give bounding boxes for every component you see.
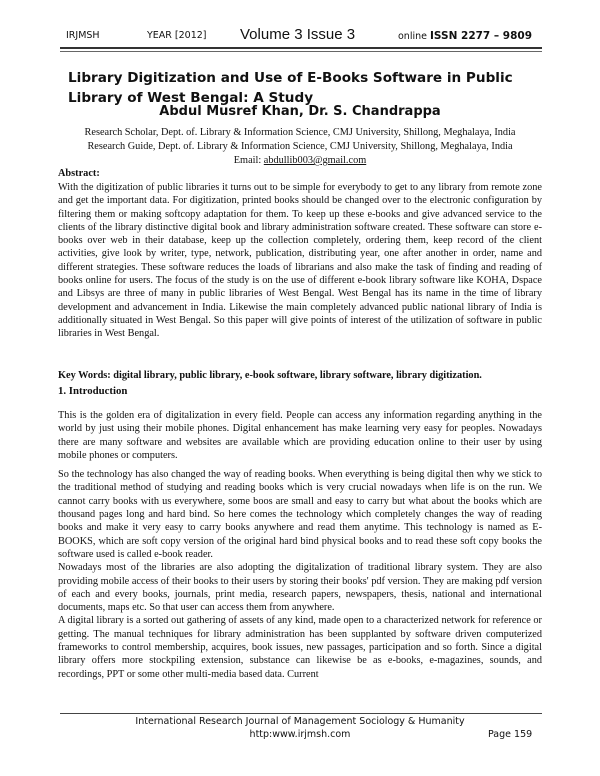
- footer-url[interactable]: http:www.irjmsh.com: [249, 729, 351, 740]
- header-issn: [398, 30, 532, 42]
- intro-paragraph: So the technology has also changed the way of reading books. When everything is being digital then why we stick to the traditional method of studying and reading books which is very crucial nowadays when life is on the run. We cannot carry books with us everywhere, some boos are small and easy to carry but what about the books which are thousand pages long and hard bind. So here comes the technology which completely changes the way of reading books and make it very easy to carry books anywhere and read them anytime. This technology is named as E-BOOKS, which are soft copy version of the original hard bind physical books and to read these soft copy books the software used is called e-book reader.: [58, 469, 542, 560]
- page-number: Page 159: [488, 729, 533, 740]
- footer-journal-name: International Research Journal of Management Sociology & Humanity: [135, 716, 465, 727]
- email-line: [0, 154, 600, 167]
- header-issn-number: ISSN 2277 – 9809: [430, 30, 533, 42]
- affiliation-1: Research Scholar, Dept. of. Library & Information Science, CMJ University, Shillong, Meghalaya, India: [84, 127, 516, 138]
- header-volume-issue: Volume 3 Issue 3: [240, 26, 356, 43]
- intro-paragraph: This is the golden era of digitalization in every field. People can access any information regarding anything in the world by just using their mobile phones. Digital enhancement has make learning very easy for peoples. Nowadays there are many software and websites are available which are providing education online to their user by using mobile phones or computers.: [58, 410, 542, 461]
- intro-paragraph: Nowadays most of the libraries are also adopting the digitalization of traditional library system. They are also providing mobile access of their books to their users by storing their books' pdf version. They are making pdf version of each and every books, journals, print media, research papers, newspapers, thesis, national and international documents, maps etc. So that user can access them from anywhere.: [58, 562, 542, 614]
- intro-paragraph: A digital library is a sorted out gathering of assets of any kind, made open to a characterized network for reference or getting. The manual techniques for library administration has been supplanted by software driven computerized frameworks to control membership, acquires, book issues, new passages, participation and so forth. Since a digital library offers more stockpiling extension, substance can likewise be as e-books, e-magazines, sounds, and recordings, PPT or some other multi-media based data. Current: [58, 615, 542, 680]
- email-link[interactable]: abdullib003@gmail.com: [263, 155, 367, 166]
- header-year: YEAR [2012]: [147, 30, 207, 41]
- section-heading-introduction: 1. Introduction: [58, 385, 128, 397]
- abstract-label: Abstract:: [58, 168, 100, 179]
- abstract-body: [58, 181, 542, 341]
- header-journal-abbrev: IRJMSH: [66, 30, 100, 41]
- affiliation-2: Research Guide, Dept. of. Library & Information Science, CMJ University, Shillong, Meghalaya, India: [87, 141, 513, 152]
- paper-authors: Abdul Musref Khan, Dr. S. Chandrappa: [159, 104, 441, 119]
- paper-title: Library Digitization and Use of E-Books Software in Public Library of West Bengal: A Study: [68, 70, 513, 106]
- header-rule-thin: [60, 51, 542, 52]
- email-label: Email:: [233, 155, 262, 166]
- keywords: Key Words: digital library, public library, e-book software, library software, library digitization.: [58, 370, 482, 381]
- footer-rule: [60, 713, 542, 714]
- header-rule-thick: [60, 47, 542, 49]
- abstract-text: With the digitization of public libraries it turns out to be simple for everybody to get to any library from remote zone and get the important data. For digitization, printed books should be changed over to the electronic configuration by filtering them or making softcopy adaptation for them. To keep up these e-books and give advanced service to the clients of the library distinctive digital book and library administration software created. These software can store e-books over web in their database, keep up the collection completely, ordering them, keep record of the client activities, give look by writer, type, network, publication, distributing year, one after another in order, name and different strategies. These software reduces the loads of librarians and also make the task of finding and reading of books online for users. The focus of the study is on the use of different e-book library software like KOHA, Dspace and Libsys are three of many in public libraries of West Bengal. West Bengal has its name in the time of library development and advancement in India. Likewise the main completely advanced public national library of India is additionally situated in West Bengal. So this paper will give points of interest of the utilization of software in public libraries in West Bengal.: [58, 182, 542, 340]
- introduction-body: [58, 409, 542, 681]
- header-issn-prefix: online: [398, 31, 427, 42]
- running-header: [0, 26, 600, 48]
